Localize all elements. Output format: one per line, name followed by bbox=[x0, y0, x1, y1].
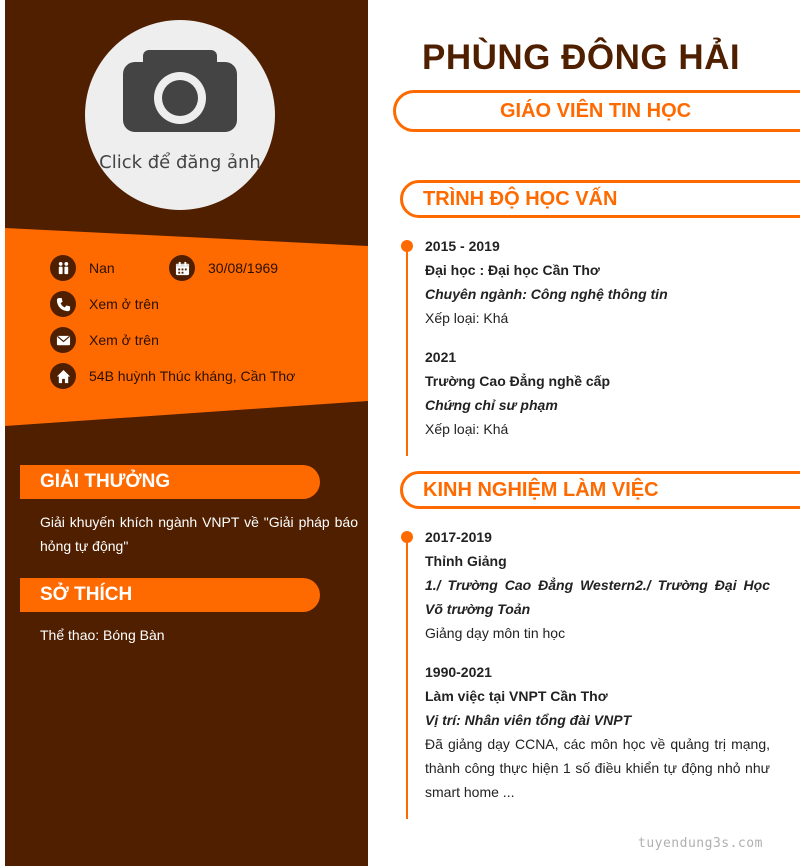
entry-role: Chuyên ngành: Công nghệ thông tin bbox=[425, 286, 668, 302]
calendar-icon bbox=[169, 255, 195, 281]
hobbies-heading: SỞ THÍCH bbox=[20, 578, 320, 612]
awards-text: Giải khuyến khích ngành VNPT về "Giải pháp báo hỏng tự động" bbox=[40, 514, 358, 554]
envelope-icon bbox=[50, 327, 76, 353]
camera-icon bbox=[123, 50, 237, 132]
experience-timeline-dot bbox=[401, 531, 413, 543]
avatar-upload[interactable] bbox=[85, 20, 275, 210]
entry-org: Đại học : Đại học Cần Thơ bbox=[425, 262, 600, 278]
job-title: GIÁO VIÊN TIN HỌC bbox=[393, 90, 800, 132]
entry-date: 1990-2021 bbox=[425, 664, 492, 680]
dob-value: 30/08/1969 bbox=[208, 260, 279, 276]
experience-entry bbox=[425, 525, 770, 645]
hobbies-text: Thể thao: Bóng Bàn bbox=[40, 627, 165, 643]
phone-icon bbox=[50, 291, 76, 317]
education-entry bbox=[425, 345, 770, 441]
experience-heading: KINH NGHIỆM LÀM VIỆC bbox=[400, 471, 800, 509]
education-entry bbox=[425, 234, 770, 330]
entry-note: Đã giảng dạy CCNA, các môn học về quảng trị mạng, thành công thực hiện 1 số điều khiển tự động nhỏ như smart home ... bbox=[425, 736, 770, 800]
site-watermark: tuyendung3s.com bbox=[638, 836, 763, 851]
education-timeline-line bbox=[406, 246, 408, 456]
entry-note: Xếp loại: Khá bbox=[425, 421, 509, 437]
entry-date: 2015 - 2019 bbox=[425, 238, 500, 254]
entry-role: Chứng chỉ sư phạm bbox=[425, 397, 558, 413]
entry-role: 1./ Trường Cao Đẳng Western2./ Trường Đại Học Võ trường Toản bbox=[425, 577, 770, 617]
entry-date: 2017-2019 bbox=[425, 529, 492, 545]
gender-value: Nan bbox=[89, 260, 115, 276]
experience-timeline-line bbox=[406, 537, 408, 819]
address-value: 54B huỳnh Thúc kháng, Cần Thơ bbox=[89, 368, 296, 384]
entry-note: Giảng dạy môn tin học bbox=[425, 625, 566, 641]
awards-heading: GIẢI THƯỞNG bbox=[20, 465, 320, 499]
home-icon bbox=[50, 363, 76, 389]
entry-org: Trường Cao Đẳng nghề cấp bbox=[425, 373, 610, 389]
entry-role: Vị trí: Nhân viên tổng đài VNPT bbox=[425, 712, 632, 728]
address-row bbox=[50, 363, 295, 389]
gender-icon bbox=[50, 255, 76, 281]
entry-date: 2021 bbox=[425, 349, 457, 365]
phone-row bbox=[50, 291, 159, 317]
avatar-upload-label: Click để đăng ảnh bbox=[99, 152, 261, 173]
email-row bbox=[50, 327, 159, 353]
entry-org: Thỉnh Giảng bbox=[425, 553, 507, 569]
gender-row bbox=[50, 255, 115, 281]
entry-note: Xếp loại: Khá bbox=[425, 310, 509, 326]
phone-value: Xem ở trên bbox=[89, 296, 159, 312]
candidate-name: PHÙNG ĐÔNG HẢI bbox=[422, 38, 741, 77]
education-heading: TRÌNH ĐỘ HỌC VẤN bbox=[400, 180, 800, 218]
entry-org: Làm việc tại VNPT Cần Thơ bbox=[425, 688, 608, 704]
education-timeline-dot bbox=[401, 240, 413, 252]
email-value: Xem ở trên bbox=[89, 332, 159, 348]
left-sidebar bbox=[5, 0, 368, 866]
dob-row bbox=[169, 255, 278, 281]
experience-entry bbox=[425, 660, 770, 804]
